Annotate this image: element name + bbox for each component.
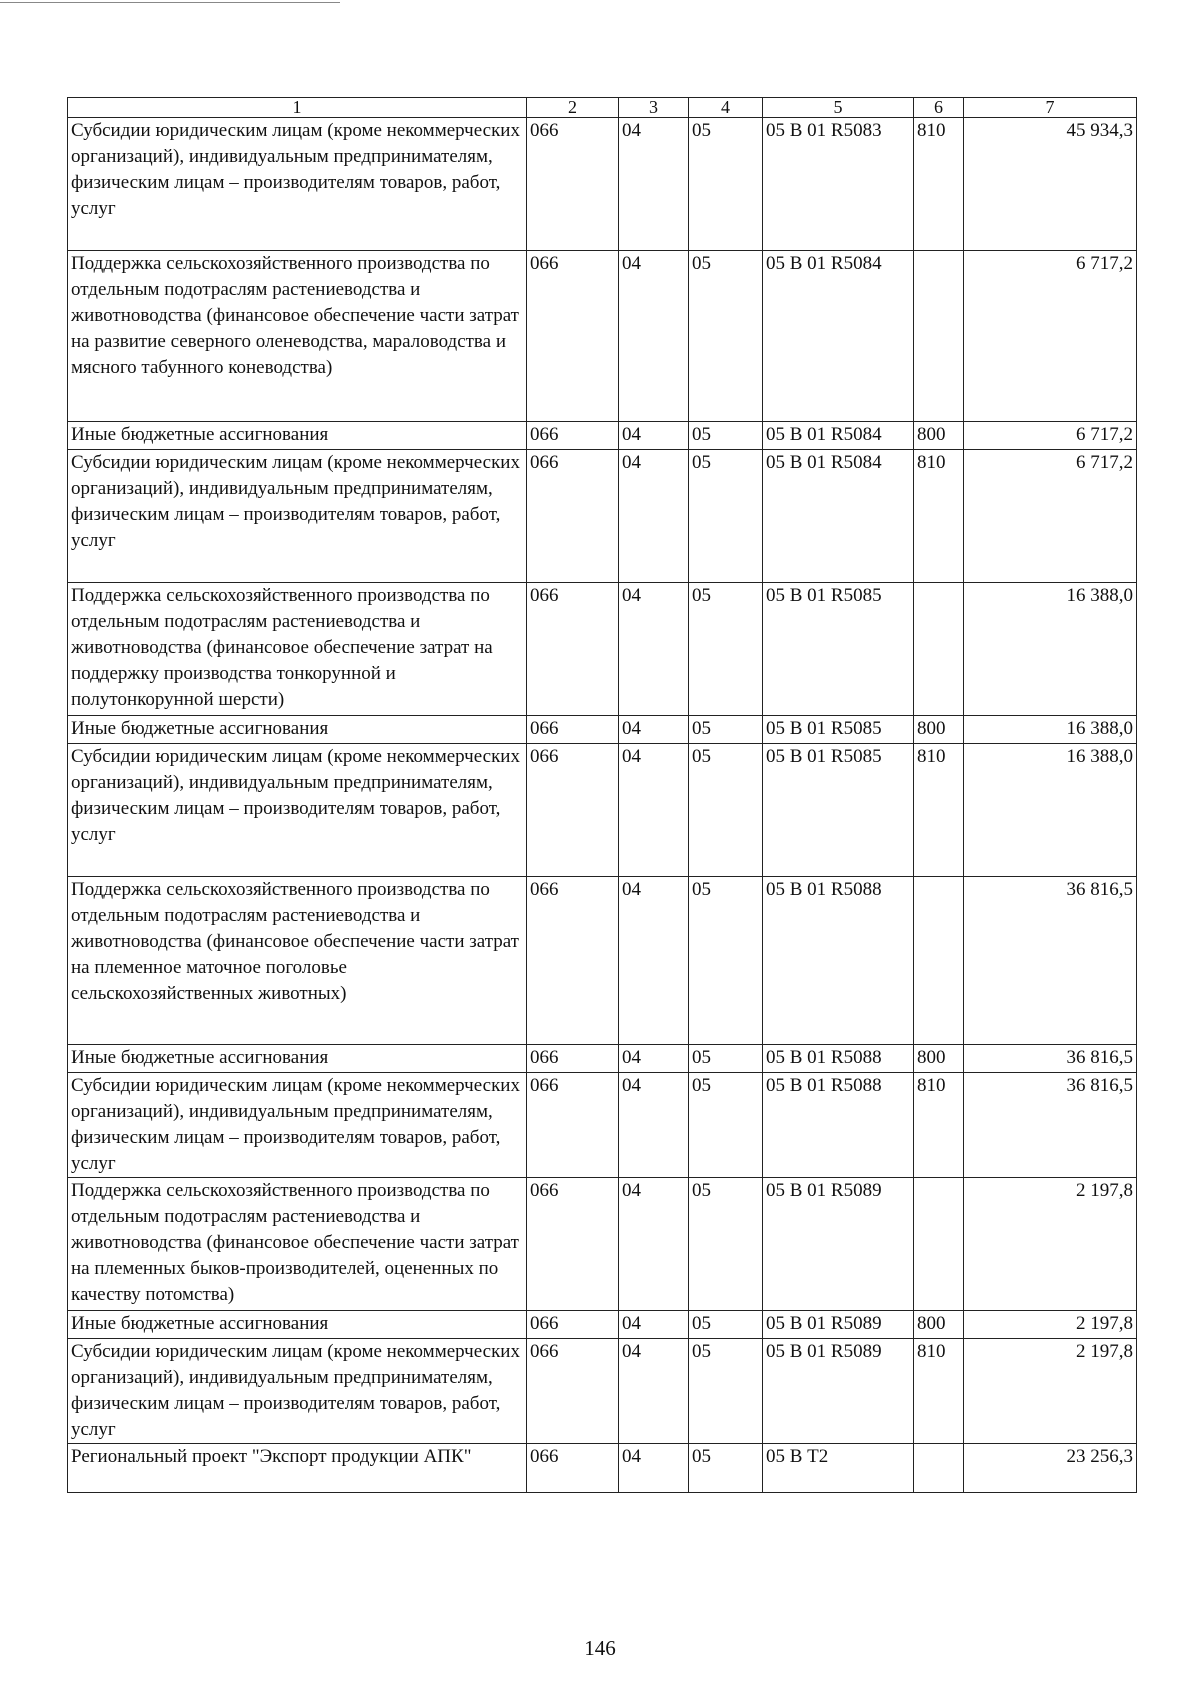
row-expense-type-cell [914,583,964,716]
header-cell-6: 6 [914,98,964,118]
header-cell-2: 2 [527,98,619,118]
row-grbs-cell: 066 [527,583,619,716]
row-subsection-cell: 05 [689,1311,763,1339]
row-name-cell: Субсидии юридическим лицам (кроме некоммерческих организаций), индивидуальным предпринимателям, физическим лицам – производителям товаров, работ, услуг [68,118,527,251]
row-expense-type-cell: 800 [914,1311,964,1339]
row-sum-cell: 6 717,2 [964,450,1137,583]
row-section-cell: 04 [619,422,689,450]
table-row [68,1339,1137,1444]
row-name-cell: Иные бюджетные ассигнования [68,1045,527,1073]
table-row [68,716,1137,744]
row-subsection-cell: 05 [689,450,763,583]
row-grbs-cell: 066 [527,716,619,744]
row-grbs-cell: 066 [527,118,619,251]
row-subsection-cell: 05 [689,1073,763,1178]
row-sum-cell: 36 816,5 [964,877,1137,1045]
row-sum-cell: 16 388,0 [964,716,1137,744]
table-row [68,744,1137,877]
row-subsection-cell: 05 [689,877,763,1045]
row-target-article-cell: 05 В 01 R5089 [763,1178,914,1311]
row-target-article-cell: 05 В 01 R5089 [763,1311,914,1339]
row-section-cell: 04 [619,716,689,744]
row-subsection-cell: 05 [689,1178,763,1311]
row-sum-cell: 2 197,8 [964,1339,1137,1444]
row-grbs-cell: 066 [527,422,619,450]
table-row [68,1073,1137,1178]
row-section-cell: 04 [619,1311,689,1339]
row-name-cell: Поддержка сельскохозяйственного производства по отдельным подотраслям растениеводства и животноводства (финансовое обеспечение части затрат на племенное маточное поголовье сельскохозяйственных животных) [68,877,527,1045]
row-expense-type-cell: 810 [914,1339,964,1444]
scan-edge-line [0,2,340,3]
row-section-cell: 04 [619,251,689,422]
row-expense-type-cell: 810 [914,118,964,251]
header-cell-7: 7 [964,98,1137,118]
row-section-cell: 04 [619,1444,689,1493]
row-section-cell: 04 [619,118,689,251]
row-subsection-cell: 05 [689,1045,763,1073]
row-name-cell: Региональный проект "Экспорт продукции АПК" [68,1444,527,1493]
row-name-cell: Субсидии юридическим лицам (кроме некоммерческих организаций), индивидуальным предпринимателям, физическим лицам – производителям товаров, работ, услуг [68,450,527,583]
table-row [68,1311,1137,1339]
row-grbs-cell: 066 [527,1311,619,1339]
table-row [68,877,1137,1045]
row-name-cell: Субсидии юридическим лицам (кроме некоммерческих организаций), индивидуальным предпринимателям, физическим лицам – производителям товаров, работ, услуг [68,1339,527,1444]
row-target-article-cell: 05 В 01 R5085 [763,744,914,877]
row-target-article-cell: 05 В 01 R5088 [763,877,914,1045]
budget-table [67,97,1137,1493]
row-subsection-cell: 05 [689,583,763,716]
table-row [68,1045,1137,1073]
row-section-cell: 04 [619,450,689,583]
row-expense-type-cell [914,1178,964,1311]
row-name-cell: Субсидии юридическим лицам (кроме некоммерческих организаций), индивидуальным предпринимателям, физическим лицам – производителям товаров, работ, услуг [68,1073,527,1178]
row-section-cell: 04 [619,1073,689,1178]
row-section-cell: 04 [619,1178,689,1311]
row-name-cell: Иные бюджетные ассигнования [68,716,527,744]
row-grbs-cell: 066 [527,1045,619,1073]
row-target-article-cell: 05 В 01 R5084 [763,450,914,583]
row-sum-cell: 6 717,2 [964,251,1137,422]
table-row [68,118,1137,251]
row-name-cell: Иные бюджетные ассигнования [68,1311,527,1339]
row-section-cell: 04 [619,583,689,716]
row-sum-cell: 6 717,2 [964,422,1137,450]
row-grbs-cell: 066 [527,1073,619,1178]
row-expense-type-cell: 800 [914,1045,964,1073]
row-sum-cell: 16 388,0 [964,583,1137,716]
row-grbs-cell: 066 [527,1339,619,1444]
table-row [68,450,1137,583]
row-sum-cell: 36 816,5 [964,1045,1137,1073]
header-cell-4: 4 [689,98,763,118]
header-cell-5: 5 [763,98,914,118]
row-expense-type-cell [914,251,964,422]
row-subsection-cell: 05 [689,744,763,877]
row-target-article-cell: 05 В Т2 [763,1444,914,1493]
row-section-cell: 04 [619,744,689,877]
row-target-article-cell: 05 В 01 R5089 [763,1339,914,1444]
row-name-cell: Поддержка сельскохозяйственного производства по отдельным подотраслям растениеводства и животноводства (финансовое обеспечение затрат на поддержку производства тонкорунной и полутонкорунной шерсти) [68,583,527,716]
row-subsection-cell: 05 [689,716,763,744]
header-cell-1: 1 [68,98,527,118]
page-number: 146 [584,1636,616,1660]
row-target-article-cell: 05 В 01 R5084 [763,422,914,450]
row-section-cell: 04 [619,877,689,1045]
table-row [68,1178,1137,1311]
row-name-cell: Поддержка сельскохозяйственного производства по отдельным подотраслям растениеводства и животноводства (финансовое обеспечение части затрат на развитие северного оленеводства, мараловодства и мясного табунного коневодства) [68,251,527,422]
row-grbs-cell: 066 [527,1178,619,1311]
row-sum-cell: 45 934,3 [964,118,1137,251]
row-target-article-cell: 05 В 01 R5085 [763,716,914,744]
header-cell-3: 3 [619,98,689,118]
row-target-article-cell: 05 В 01 R5084 [763,251,914,422]
row-expense-type-cell [914,1444,964,1493]
row-name-cell: Субсидии юридическим лицам (кроме некоммерческих организаций), индивидуальным предпринимателям, физическим лицам – производителям товаров, работ, услуг [68,744,527,877]
row-expense-type-cell [914,877,964,1045]
row-target-article-cell: 05 В 01 R5088 [763,1073,914,1178]
row-name-cell: Поддержка сельскохозяйственного производства по отдельным подотраслям растениеводства и животноводства (финансовое обеспечение части затрат на племенных быков-производителей, оцененных по качеству потомства) [68,1178,527,1311]
table-body [68,118,1137,1493]
row-sum-cell: 23 256,3 [964,1444,1137,1493]
row-subsection-cell: 05 [689,251,763,422]
row-section-cell: 04 [619,1045,689,1073]
row-expense-type-cell: 800 [914,716,964,744]
row-expense-type-cell: 810 [914,1073,964,1178]
table-header-row [68,98,1137,118]
row-sum-cell: 2 197,8 [964,1311,1137,1339]
row-sum-cell: 2 197,8 [964,1178,1137,1311]
row-target-article-cell: 05 В 01 R5088 [763,1045,914,1073]
row-sum-cell: 16 388,0 [964,744,1137,877]
row-target-article-cell: 05 В 01 R5083 [763,118,914,251]
row-grbs-cell: 066 [527,744,619,877]
row-subsection-cell: 05 [689,1339,763,1444]
row-grbs-cell: 066 [527,450,619,583]
row-sum-cell: 36 816,5 [964,1073,1137,1178]
row-subsection-cell: 05 [689,1444,763,1493]
table-row [68,422,1137,450]
table-row [68,583,1137,716]
table-row [68,251,1137,422]
table-row [68,1444,1137,1493]
row-target-article-cell: 05 В 01 R5085 [763,583,914,716]
row-expense-type-cell: 800 [914,422,964,450]
row-section-cell: 04 [619,1339,689,1444]
row-subsection-cell: 05 [689,422,763,450]
row-expense-type-cell: 810 [914,744,964,877]
row-name-cell: Иные бюджетные ассигнования [68,422,527,450]
row-grbs-cell: 066 [527,877,619,1045]
row-grbs-cell: 066 [527,1444,619,1493]
row-expense-type-cell: 810 [914,450,964,583]
row-subsection-cell: 05 [689,118,763,251]
row-grbs-cell: 066 [527,251,619,422]
